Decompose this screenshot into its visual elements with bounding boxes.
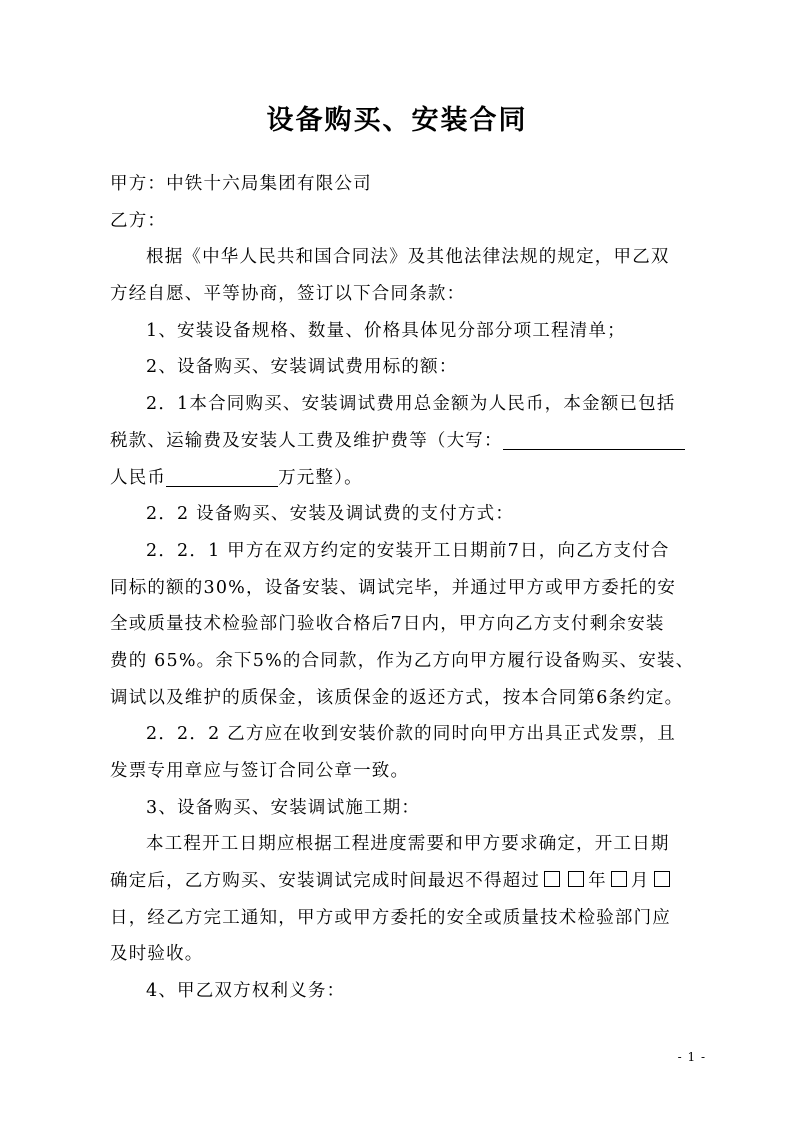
paragraph-line: 费的 65%。余下5%的合同款，作为乙方向甲方履行设备购买、安装、 <box>110 650 695 671</box>
paragraph-text: 月 <box>630 871 650 892</box>
paragraph-line <box>110 423 710 460</box>
paragraph-text: 税款、运输费及安装人工费及维护费等（大写： <box>110 430 503 451</box>
paragraph-text: 人民币 <box>110 467 167 488</box>
clause-2-2-1: 2．2．1 甲方在双方约定的安装开工日期前7日，向乙方支付合 <box>146 540 670 561</box>
amount-blank <box>166 464 278 487</box>
month-box <box>611 871 627 887</box>
paragraph-line <box>110 460 710 497</box>
paragraph-line: 同标的额的30%，设备安装、调试完毕，并通过甲方或甲方委托的安 <box>110 577 677 598</box>
clause-1: 1、安装设备规格、数量、价格具体见分部分项工程清单； <box>146 320 626 341</box>
paragraph-text: 确定后，乙方购买、安装调试完成时间最迟不得超过 <box>110 871 541 892</box>
year-box <box>568 871 584 887</box>
document-body <box>110 166 710 1010</box>
clause-2-2-2: 2．2．2 乙方应在收到安装价款的同时向甲方出具正式发票，且 <box>146 724 676 745</box>
clause-2-1: 2．1本合同购买、安装调试费用总金额为人民币，本金额已包括 <box>146 394 676 415</box>
amount-words-blank <box>503 427 685 450</box>
clause-2-heading: 2、设备购买、安装调试费用标的额： <box>146 357 458 378</box>
paragraph-line: 方经自愿、平等协商，签订以下合同条款： <box>110 284 466 305</box>
paragraph-line: 全或质量技术检验部门验收合格后7日内，甲方向乙方支付剩余安装 <box>110 614 665 635</box>
paragraph-line: 日，经乙方完工通知，甲方或甲方委托的安全或质量技术检验部门应 <box>110 907 671 928</box>
paragraph-text: 万元整）。 <box>278 467 363 488</box>
paragraph-line <box>110 863 710 900</box>
clause-4: 4、甲乙双方权利义务： <box>146 981 346 1002</box>
paragraph-line: 发票专用章应与签订合同公章一致。 <box>110 761 410 781</box>
day-box <box>654 871 670 887</box>
paragraph-line: 调试以及维护的质保金，该质保金的返还方式，按本合同第6条约定。 <box>110 687 684 708</box>
paragraph-line: 根据《中华人民共和国合同法》及其他法律法规的规定，甲乙双 <box>146 247 670 268</box>
paragraph-text: 年 <box>588 871 607 892</box>
paragraph-line: 及时验收。 <box>110 944 204 965</box>
clause-2-2: 2．2 设备购买、安装及调试费的支付方式： <box>146 504 515 525</box>
page-number: - 1 - <box>677 1050 706 1064</box>
party-a-line: 甲方：中铁十六局集团有限公司 <box>110 174 372 194</box>
document-title: 设备购买、安装合同 <box>266 105 528 136</box>
paragraph-line: 本工程开工日期应根据工程进度需要和甲方要求确定，开工日期 <box>146 834 670 855</box>
party-b-line: 乙方： <box>110 210 167 231</box>
year-box <box>544 871 560 887</box>
clause-3: 3、设备购买、安装调试施工期： <box>146 797 421 818</box>
